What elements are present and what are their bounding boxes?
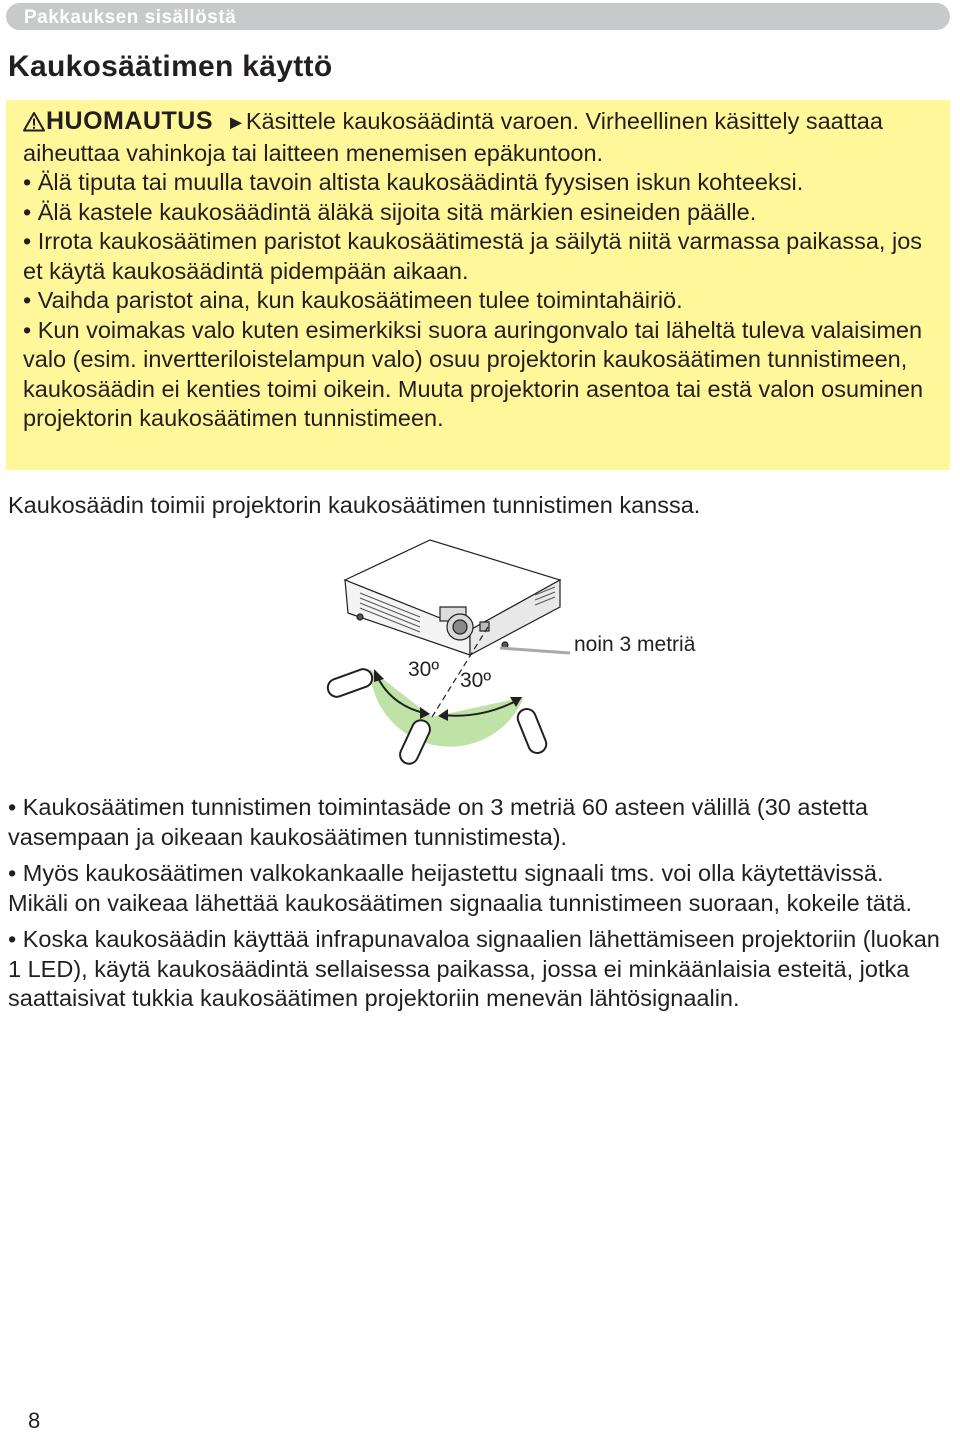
caution-item: • Vaihda paristot aina, kun kaukosäätimeen tulee toimintahäiriö. bbox=[23, 287, 683, 313]
caution-intro bbox=[23, 107, 934, 168]
distance-label: noin 3 metriä bbox=[574, 633, 696, 656]
page-number: 8 bbox=[28, 1408, 41, 1433]
section-header-label: Pakkauksen sisällöstä bbox=[24, 7, 237, 28]
intro-text: Kaukosäädin toimii projektorin kaukosäätimen tunnistimen kanssa. bbox=[8, 492, 701, 518]
section-header-bar bbox=[6, 3, 950, 30]
caution-intro-text: Käsittele kaukosäädintä varoen. Virheellinen käsittely saattaa aiheuttaa vahinkoja tai laitteen menemisen epäkuntoon. bbox=[23, 108, 883, 166]
caution-item: • Irrota kaukosäätimen paristot kaukosäätimestä ja säilytä niitä varmassa paikassa, jos et käytä kaukosäädintä pidempään aikaan. bbox=[23, 228, 923, 284]
warning-triangle-icon bbox=[23, 111, 45, 132]
caution-label: HUOMAUTUS bbox=[46, 107, 213, 135]
projector-illustration bbox=[345, 540, 560, 655]
distance-leader-line bbox=[500, 648, 570, 653]
caution-item: • Kun voimakas valo kuten esimerkiksi suora auringonvalo tai läheltä tuleva valaisimen valo (esim. invertteriloistelampun valo) osuu projektorin kaukosäätimen tunnistimeen, kaukosäädin ei kenties toimi oikein. Muuta projektorin asentoa tai estä valon osuminen projektorin kaukosäätimen tunnistimeen. bbox=[23, 316, 924, 431]
remote-range-diagram bbox=[320, 535, 740, 765]
page-title: Kaukosäätimen käyttö bbox=[8, 50, 333, 83]
caution-arrow-icon: ► bbox=[226, 112, 246, 134]
remote-control-icon bbox=[325, 667, 549, 765]
caution-box bbox=[6, 100, 950, 470]
caution-item: • Älä kastele kaukosäädintä äläkä sijoita sitä märkien esineiden päälle. bbox=[23, 198, 757, 225]
note-item: • Myös kaukosäätimen valkokankaalle heijastettu signaali tms. voi olla käytettävissä. Mikäli on vaikeaa lähettää kaukosäätimen signaalia tunnistimeen suoraan, kokeile tätä. bbox=[8, 860, 912, 916]
angle-label-left: 30º bbox=[408, 658, 440, 681]
note-item: • Kaukosäätimen tunnistimen toimintasäde on 3 metriä 60 asteen välillä (30 astetta vasempaan ja oikeaan kaukosäätimen tunnistimesta). bbox=[8, 794, 868, 850]
caution-item: • Älä tiputa tai muulla tavoin altista kaukosäädintä fyysisen iskun kohteeksi. bbox=[23, 169, 804, 195]
note-item: • Koska kaukosäädin käyttää infrapunavaloa signaalien lähettämiseen projektoriin (luokan 1 LED), käytä kaukosäädintä sellaisessa paikassa, jossa ei minkäänlaisia esteitä, jotka saattaisivat tukkia kaukosäätimen projektoriin menevän lähtösignaalin. bbox=[8, 926, 940, 1011]
angle-label-right: 30º bbox=[460, 669, 492, 692]
notes-list bbox=[8, 793, 948, 1021]
